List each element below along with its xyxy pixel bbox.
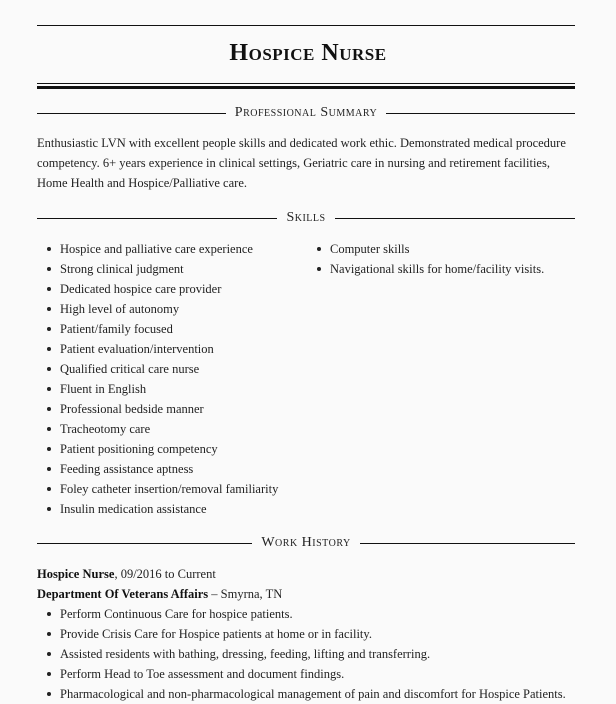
job-bullets — [37, 604, 566, 704]
skill-item: Patient evaluation/intervention — [37, 339, 278, 359]
skill-item: Computer skills — [307, 239, 544, 259]
job-bullet: Perform Head to Toe assessment and document findings. — [37, 664, 566, 684]
summary-text: Enthusiastic LVN with excellent people skills and dedicated work ethic. Demonstrated medical procedure competency. 6+ years experience in clinical settings, Geriatric care in nursing and retirement facilities, Home Health and Hospice/Palliative care. — [37, 136, 566, 190]
job-bullet: Pharmacological and non-pharmacological management of pain and discomfort for Hospice Patients. — [37, 684, 566, 704]
job-title: Hospice Nurse — [37, 567, 115, 581]
skills-list-right — [307, 239, 544, 279]
job-bullet: Perform Continuous Care for hospice patients. — [37, 604, 566, 624]
job-location: – Smyrna, TN — [208, 587, 283, 601]
skill-item: Hospice and palliative care experience — [37, 239, 278, 259]
top-rule — [37, 25, 575, 26]
skill-item: Dedicated hospice care provider — [37, 279, 278, 299]
section-title: Professional Summary — [234, 105, 378, 120]
skill-item: Foley catheter insertion/removal familiarity — [37, 479, 278, 499]
skill-item: Feeding assistance aptness — [37, 459, 278, 479]
skill-item: Patient/family focused — [37, 319, 278, 339]
section-header-summary — [37, 105, 575, 121]
title-rule-thick — [37, 86, 575, 89]
skill-item: Insulin medication assistance — [37, 499, 278, 519]
job-title-line — [37, 564, 216, 584]
job-bullet: Assisted residents with bathing, dressing, feeding, lifting and transferring. — [37, 644, 566, 664]
skill-item: Strong clinical judgment — [37, 259, 278, 279]
page-title: Hospice Nurse — [229, 40, 387, 66]
skill-item: Fluent in English — [37, 379, 278, 399]
skill-item: Navigational skills for home/facility visits. — [307, 259, 544, 279]
skill-item: Tracheotomy care — [37, 419, 278, 439]
skill-item: High level of autonomy — [37, 299, 278, 319]
section-header-skills — [37, 210, 575, 226]
section-title: Work History — [261, 535, 351, 550]
skills-list-left — [37, 239, 278, 519]
employer-line — [37, 584, 282, 604]
section-header-work — [37, 535, 575, 551]
employer: Department Of Veterans Affairs — [37, 587, 209, 601]
skill-item: Qualified critical care nurse — [37, 359, 278, 379]
skill-item: Patient positioning competency — [37, 439, 278, 459]
section-title: Skills — [286, 210, 326, 225]
title-rule-thin — [37, 83, 575, 84]
job-dates: , 09/2016 to Current — [114, 567, 216, 581]
skill-item: Professional bedside manner — [37, 399, 278, 419]
job-bullet: Provide Crisis Care for Hospice patients at home or in facility. — [37, 624, 566, 644]
